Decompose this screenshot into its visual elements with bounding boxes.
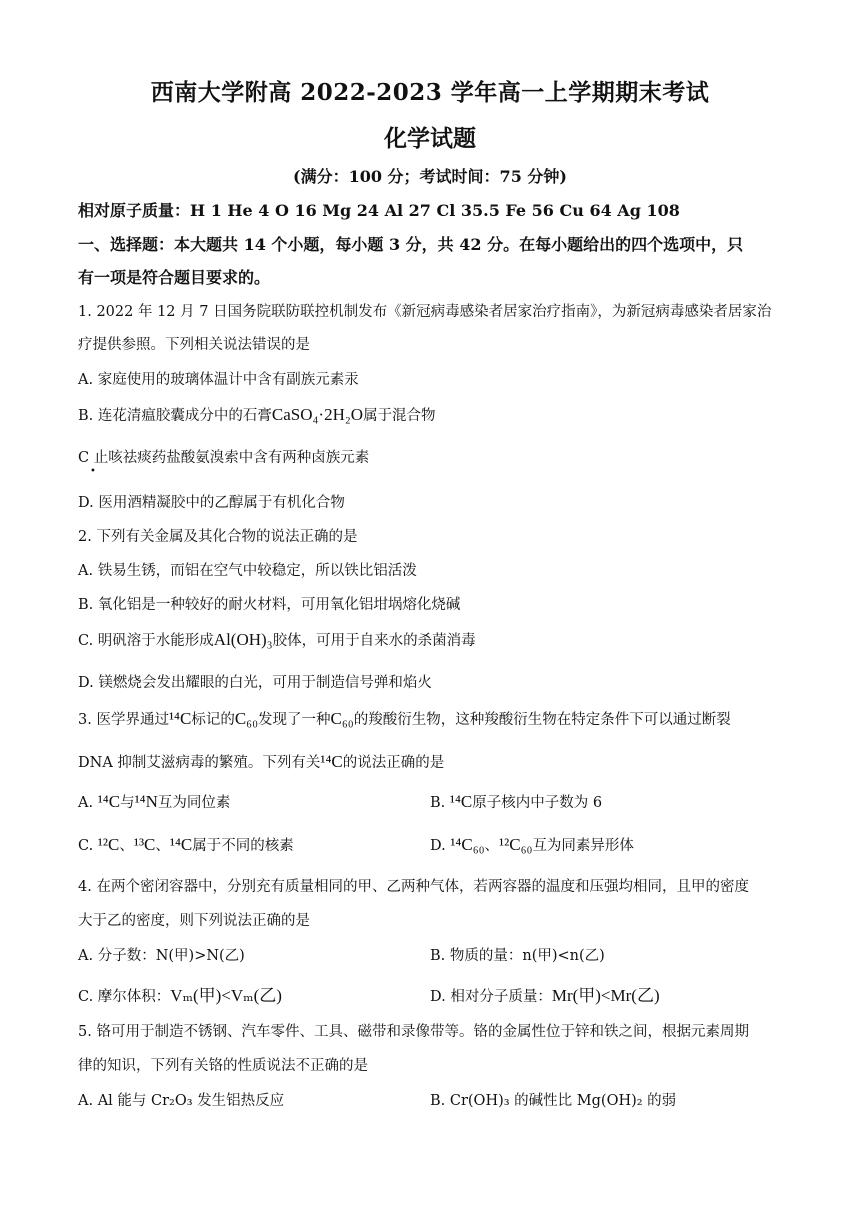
q3-c-c13: ¹³C: [133, 835, 156, 854]
q3-a-label: A.: [78, 795, 94, 811]
q1-stem-line2: 疗提供参照。下列相关说法错误的是: [78, 337, 310, 353]
q3-d-sep: 、: [484, 838, 500, 854]
q3-c-c14: ¹⁴C: [169, 835, 193, 854]
q3-stem2-part-a: DNA 抑制艾滋病毒的繁殖。下列有关: [78, 755, 321, 771]
q3-isotope-c14-2: ¹⁴C: [320, 752, 343, 771]
q5-option-a: A. Al 能与 Cr₂O₃ 发生铝热反应: [78, 1093, 285, 1109]
q5-stem-line1: 5. 铬可用于制造不锈钢、汽车零件、工具、磁带和录像带等。铬的金属性位于锌和铁之间，根据元素周期: [78, 1024, 749, 1040]
q4-d-pre: D. 相对分子质量：: [430, 989, 552, 1005]
q2-option-d: D. 镁燃烧会发出耀眼的白光，可用于制造信号弹和焰火: [78, 675, 432, 691]
q3-a-c14: ¹⁴C: [97, 792, 121, 811]
q4-option-d: [430, 981, 660, 1006]
q3-d-c12-60: ¹²C₆₀: [499, 835, 533, 854]
q2-option-c-formula: Al(OH)₃: [213, 630, 273, 649]
q3-option-d: [430, 834, 634, 855]
q5-stem-line2: 律的知识，下列有关铬的性质说法不正确的是: [78, 1058, 368, 1074]
q3-isotope-c14: ¹⁴C: [168, 709, 192, 728]
q4-stem-line2: 大于乙的密度，则下列说法正确的是: [78, 913, 310, 929]
q1-option-d: D. 医用酒精凝胶中的乙醇属于有机化合物: [78, 495, 345, 511]
q2-option-b: B. 氧化铝是一种较好的耐火材料，可用氧化铝坩埚熔化烧碱: [78, 597, 461, 613]
q3-d-c14-60: ¹⁴C₆₀: [450, 835, 485, 854]
q3-c-sep2: 、: [155, 838, 170, 854]
q3-b-label: B.: [430, 795, 446, 811]
q3-a-mid: 与: [120, 795, 135, 811]
q3-c-sep1: 、: [119, 838, 134, 854]
q3-c-post: 属于不同的核素: [192, 838, 294, 854]
q3-stem-line1: [78, 708, 782, 729]
atomic-masses: 相对原子质量：H 1 He 4 O 16 Mg 24 Al 27 Cl 35.5 Fe 56 Cu 64 Ag 108: [78, 201, 680, 220]
q3-option-a: [78, 791, 230, 812]
q5-option-b: B. Cr(OH)₃ 的碱性比 Mg(OH)₂ 的弱: [430, 1093, 677, 1109]
exam-title: 西南大学附高 2022-2023 学年高一上学期期末考试: [150, 79, 710, 106]
q4-stem-line1: 4. 在两个密闭容器中，分别充有质量相同的甲、乙两种气体，若两容器的温度和压强均相同，且甲的密度: [78, 879, 749, 895]
q3-c-c12: ¹²C: [97, 835, 120, 854]
q2-option-c: [78, 629, 782, 650]
option-dot-mark: •: [90, 466, 96, 477]
q1-option-b: [78, 404, 782, 425]
q2-stem: 2. 下列有关金属及其化合物的说法正确的是: [78, 529, 358, 545]
q4-option-c: [78, 981, 282, 1006]
q3-stem-part-c: 发现了一种: [258, 712, 331, 728]
q1-option-c: C 止咳祛痰药盐酸氨溴索中含有两种卤族元素: [78, 450, 370, 466]
exam-info: (满分：100 分；考试时间：75 分钟): [293, 167, 567, 186]
q1-option-b-formula: CaSO₄·2H₂O: [271, 405, 364, 424]
q3-a-post: 互为同位素: [157, 795, 231, 811]
q4-d-formula: Mr(甲)<Mr(乙): [551, 986, 660, 1005]
section-heading-2: 有一项是符合题目要求的。: [78, 268, 271, 287]
q3-c-label: C.: [78, 838, 94, 854]
q4-c-pre: C. 摩尔体积：: [78, 989, 171, 1005]
q3-fullerene-c60-2: C₆₀: [330, 709, 354, 728]
q1-stem-line1: 1. 2022 年 12 月 7 日国务院联防联控机制发布《新冠病毒感染者居家治疗指南》，为新冠病毒感染者居家治: [78, 304, 772, 320]
q4-c-formula: Vₘ(甲)<Vₘ(乙): [170, 986, 282, 1005]
q3-option-b: [430, 791, 602, 812]
q2-option-c-post: 胶体，可用于自来水的杀菌消毒: [272, 633, 476, 649]
q1-option-b-pre: B. 连花清瘟胶囊成分中的石膏: [78, 408, 272, 424]
q3-stem-part-b: 标记的: [191, 712, 235, 728]
q1-option-a: A. 家庭使用的玻璃体温计中含有副族元素汞: [78, 372, 359, 388]
q3-fullerene-c60: C₆₀: [234, 709, 259, 728]
q3-stem2-part-b: 的说法正确的是: [342, 755, 445, 771]
q3-stem-line2: [78, 751, 782, 772]
q3-b-post: 原子核内中子数为 6: [472, 795, 603, 811]
q2-option-a: A. 铁易生锈，而铝在空气中较稳定，所以铁比铝活泼: [78, 563, 417, 579]
q3-b-c14: ¹⁴C: [449, 792, 473, 811]
q2-option-c-pre: C. 明矾溶于水能形成: [78, 633, 214, 649]
q3-d-post: 互为同素异形体: [532, 838, 634, 854]
q4-option-b: B. 物质的量：n(甲)<n(乙): [430, 948, 605, 964]
subject-title: 化学试题: [384, 125, 476, 152]
q3-option-c: [78, 834, 294, 855]
q3-stem-part-d: 的羧酸衍生物，这种羧酸衍生物在特定条件下可以通过断裂: [353, 712, 731, 728]
q3-d-label: D.: [430, 838, 446, 854]
q3-stem-part-a: 3. 医学界通过: [78, 712, 169, 728]
q4-option-a: A. 分子数：N(甲)>N(乙): [78, 948, 245, 964]
q3-a-n14: ¹⁴N: [134, 792, 158, 811]
section-heading-1: 一、选择题：本大题共 14 个小题，每小题 3 分，共 42 分。在每小题给出的四个选项中，只: [78, 235, 744, 254]
q1-option-b-post: 属于混合物: [363, 408, 436, 424]
